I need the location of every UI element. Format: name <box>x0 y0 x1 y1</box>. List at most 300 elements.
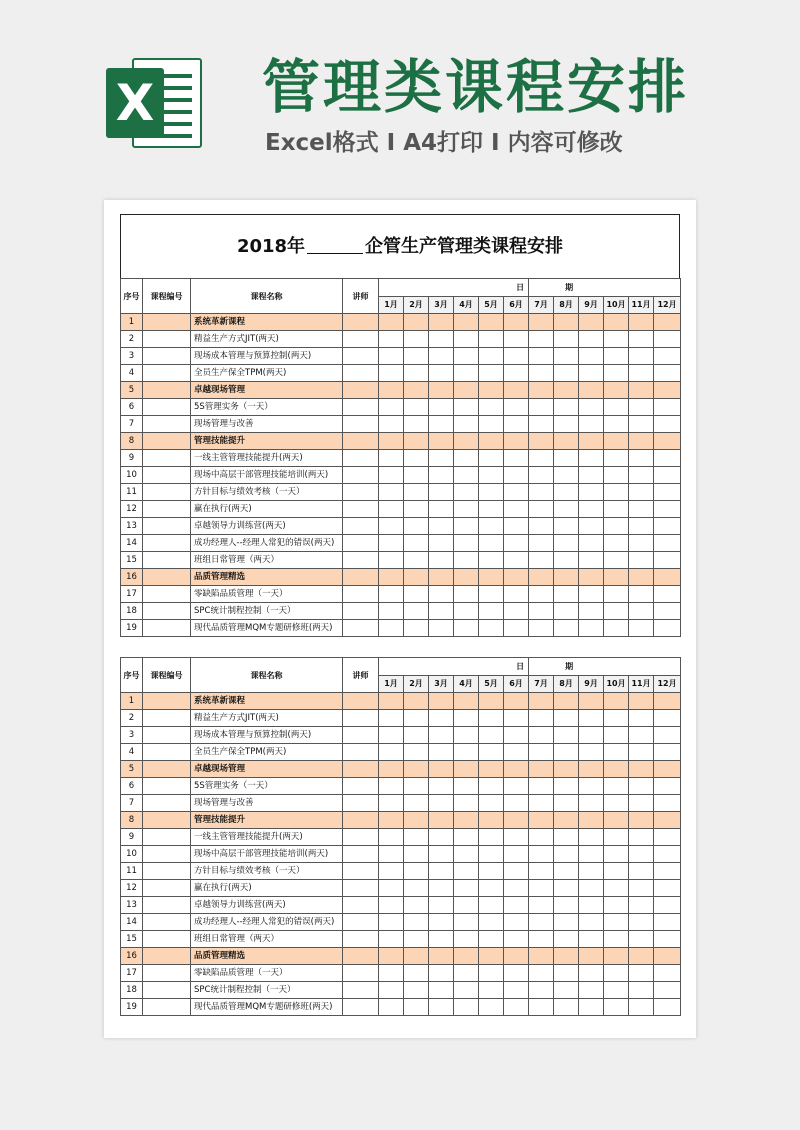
month-cell[interactable] <box>529 603 554 620</box>
teacher-cell[interactable] <box>343 931 379 948</box>
month-cell[interactable] <box>629 710 654 727</box>
month-cell[interactable] <box>379 812 404 829</box>
month-cell[interactable] <box>404 761 429 778</box>
month-cell[interactable] <box>404 348 429 365</box>
month-cell[interactable] <box>654 778 681 795</box>
month-cell[interactable] <box>379 710 404 727</box>
month-cell[interactable] <box>404 399 429 416</box>
month-cell[interactable] <box>604 382 629 399</box>
course-code-cell[interactable] <box>143 795 191 812</box>
month-cell[interactable] <box>479 778 504 795</box>
month-cell[interactable] <box>629 348 654 365</box>
month-cell[interactable] <box>504 880 529 897</box>
teacher-cell[interactable] <box>343 744 379 761</box>
month-cell[interactable] <box>504 727 529 744</box>
month-cell[interactable] <box>529 586 554 603</box>
month-cell[interactable] <box>529 620 554 637</box>
month-cell[interactable] <box>579 467 604 484</box>
month-cell[interactable] <box>429 348 454 365</box>
month-cell[interactable] <box>404 931 429 948</box>
month-cell[interactable] <box>554 965 579 982</box>
month-cell[interactable] <box>529 948 554 965</box>
month-cell[interactable] <box>454 603 479 620</box>
month-cell[interactable] <box>404 586 429 603</box>
month-cell[interactable] <box>629 518 654 535</box>
month-cell[interactable] <box>404 603 429 620</box>
month-cell[interactable] <box>629 501 654 518</box>
month-cell[interactable] <box>654 552 681 569</box>
month-cell[interactable] <box>479 795 504 812</box>
course-code-cell[interactable] <box>143 552 191 569</box>
month-cell[interactable] <box>379 778 404 795</box>
month-cell[interactable] <box>479 897 504 914</box>
month-cell[interactable] <box>429 314 454 331</box>
month-cell[interactable] <box>579 727 604 744</box>
month-cell[interactable] <box>429 416 454 433</box>
teacher-cell[interactable] <box>343 914 379 931</box>
month-cell[interactable] <box>604 982 629 999</box>
course-code-cell[interactable] <box>143 914 191 931</box>
month-cell[interactable] <box>479 812 504 829</box>
month-cell[interactable] <box>529 982 554 999</box>
month-cell[interactable] <box>479 382 504 399</box>
month-cell[interactable] <box>554 535 579 552</box>
month-cell[interactable] <box>629 433 654 450</box>
month-cell[interactable] <box>379 761 404 778</box>
month-cell[interactable] <box>504 382 529 399</box>
teacher-cell[interactable] <box>343 535 379 552</box>
month-cell[interactable] <box>654 812 681 829</box>
month-cell[interactable] <box>404 331 429 348</box>
month-cell[interactable] <box>379 744 404 761</box>
month-cell[interactable] <box>629 948 654 965</box>
month-cell[interactable] <box>629 846 654 863</box>
month-cell[interactable] <box>654 348 681 365</box>
month-cell[interactable] <box>404 846 429 863</box>
month-cell[interactable] <box>379 982 404 999</box>
month-cell[interactable] <box>454 467 479 484</box>
month-cell[interactable] <box>529 880 554 897</box>
month-cell[interactable] <box>554 569 579 586</box>
month-cell[interactable] <box>529 535 554 552</box>
teacher-cell[interactable] <box>343 399 379 416</box>
course-code-cell[interactable] <box>143 846 191 863</box>
month-cell[interactable] <box>579 880 604 897</box>
month-cell[interactable] <box>454 416 479 433</box>
teacher-cell[interactable] <box>343 863 379 880</box>
course-code-cell[interactable] <box>143 812 191 829</box>
month-cell[interactable] <box>629 863 654 880</box>
month-cell[interactable] <box>479 586 504 603</box>
course-code-cell[interactable] <box>143 365 191 382</box>
month-cell[interactable] <box>454 897 479 914</box>
month-cell[interactable] <box>404 914 429 931</box>
month-cell[interactable] <box>554 552 579 569</box>
teacher-cell[interactable] <box>343 846 379 863</box>
month-cell[interactable] <box>629 399 654 416</box>
course-code-cell[interactable] <box>143 710 191 727</box>
teacher-cell[interactable] <box>343 484 379 501</box>
month-cell[interactable] <box>629 727 654 744</box>
month-cell[interactable] <box>404 795 429 812</box>
month-cell[interactable] <box>654 484 681 501</box>
month-cell[interactable] <box>454 710 479 727</box>
month-cell[interactable] <box>604 501 629 518</box>
month-cell[interactable] <box>404 484 429 501</box>
month-cell[interactable] <box>454 620 479 637</box>
month-cell[interactable] <box>554 331 579 348</box>
month-cell[interactable] <box>429 365 454 382</box>
course-code-cell[interactable] <box>143 518 191 535</box>
month-cell[interactable] <box>504 620 529 637</box>
month-cell[interactable] <box>579 382 604 399</box>
month-cell[interactable] <box>504 450 529 467</box>
month-cell[interactable] <box>579 744 604 761</box>
month-cell[interactable] <box>579 914 604 931</box>
month-cell[interactable] <box>504 846 529 863</box>
month-cell[interactable] <box>429 693 454 710</box>
course-code-cell[interactable] <box>143 931 191 948</box>
month-cell[interactable] <box>629 331 654 348</box>
month-cell[interactable] <box>379 348 404 365</box>
month-cell[interactable] <box>404 744 429 761</box>
month-cell[interactable] <box>429 450 454 467</box>
month-cell[interactable] <box>554 365 579 382</box>
month-cell[interactable] <box>379 314 404 331</box>
month-cell[interactable] <box>554 812 579 829</box>
month-cell[interactable] <box>504 535 529 552</box>
month-cell[interactable] <box>404 382 429 399</box>
month-cell[interactable] <box>529 965 554 982</box>
month-cell[interactable] <box>554 863 579 880</box>
month-cell[interactable] <box>504 569 529 586</box>
month-cell[interactable] <box>604 829 629 846</box>
month-cell[interactable] <box>554 348 579 365</box>
month-cell[interactable] <box>554 846 579 863</box>
month-cell[interactable] <box>404 965 429 982</box>
month-cell[interactable] <box>629 829 654 846</box>
month-cell[interactable] <box>529 829 554 846</box>
teacher-cell[interactable] <box>343 501 379 518</box>
month-cell[interactable] <box>654 331 681 348</box>
course-code-cell[interactable] <box>143 382 191 399</box>
month-cell[interactable] <box>604 914 629 931</box>
month-cell[interactable] <box>654 744 681 761</box>
month-cell[interactable] <box>504 778 529 795</box>
month-cell[interactable] <box>554 501 579 518</box>
course-code-cell[interactable] <box>143 501 191 518</box>
month-cell[interactable] <box>504 710 529 727</box>
month-cell[interactable] <box>529 812 554 829</box>
month-cell[interactable] <box>429 467 454 484</box>
month-cell[interactable] <box>579 348 604 365</box>
month-cell[interactable] <box>629 382 654 399</box>
month-cell[interactable] <box>429 812 454 829</box>
month-cell[interactable] <box>604 399 629 416</box>
month-cell[interactable] <box>654 829 681 846</box>
month-cell[interactable] <box>654 501 681 518</box>
month-cell[interactable] <box>554 880 579 897</box>
month-cell[interactable] <box>629 416 654 433</box>
teacher-cell[interactable] <box>343 778 379 795</box>
month-cell[interactable] <box>404 710 429 727</box>
course-code-cell[interactable] <box>143 450 191 467</box>
month-cell[interactable] <box>579 603 604 620</box>
month-cell[interactable] <box>429 484 454 501</box>
month-cell[interactable] <box>404 812 429 829</box>
month-cell[interactable] <box>654 467 681 484</box>
month-cell[interactable] <box>654 914 681 931</box>
month-cell[interactable] <box>579 761 604 778</box>
month-cell[interactable] <box>529 433 554 450</box>
month-cell[interactable] <box>379 897 404 914</box>
month-cell[interactable] <box>529 518 554 535</box>
month-cell[interactable] <box>379 433 404 450</box>
month-cell[interactable] <box>529 727 554 744</box>
course-code-cell[interactable] <box>143 484 191 501</box>
month-cell[interactable] <box>554 518 579 535</box>
month-cell[interactable] <box>454 931 479 948</box>
month-cell[interactable] <box>604 965 629 982</box>
month-cell[interactable] <box>479 348 504 365</box>
month-cell[interactable] <box>429 846 454 863</box>
course-code-cell[interactable] <box>143 999 191 1016</box>
month-cell[interactable] <box>529 399 554 416</box>
month-cell[interactable] <box>579 795 604 812</box>
month-cell[interactable] <box>479 863 504 880</box>
month-cell[interactable] <box>379 569 404 586</box>
month-cell[interactable] <box>404 467 429 484</box>
teacher-cell[interactable] <box>343 348 379 365</box>
teacher-cell[interactable] <box>343 433 379 450</box>
month-cell[interactable] <box>379 331 404 348</box>
month-cell[interactable] <box>429 863 454 880</box>
month-cell[interactable] <box>529 484 554 501</box>
month-cell[interactable] <box>429 331 454 348</box>
month-cell[interactable] <box>504 795 529 812</box>
month-cell[interactable] <box>404 569 429 586</box>
month-cell[interactable] <box>654 382 681 399</box>
month-cell[interactable] <box>604 812 629 829</box>
month-cell[interactable] <box>429 382 454 399</box>
course-code-cell[interactable] <box>143 314 191 331</box>
month-cell[interactable] <box>429 603 454 620</box>
course-code-cell[interactable] <box>143 399 191 416</box>
course-code-cell[interactable] <box>143 880 191 897</box>
month-cell[interactable] <box>654 863 681 880</box>
month-cell[interactable] <box>554 620 579 637</box>
month-cell[interactable] <box>404 450 429 467</box>
month-cell[interactable] <box>604 880 629 897</box>
month-cell[interactable] <box>529 365 554 382</box>
month-cell[interactable] <box>529 863 554 880</box>
teacher-cell[interactable] <box>343 586 379 603</box>
month-cell[interactable] <box>529 552 554 569</box>
teacher-cell[interactable] <box>343 693 379 710</box>
month-cell[interactable] <box>579 693 604 710</box>
month-cell[interactable] <box>479 693 504 710</box>
month-cell[interactable] <box>654 518 681 535</box>
month-cell[interactable] <box>454 348 479 365</box>
month-cell[interactable] <box>479 416 504 433</box>
month-cell[interactable] <box>629 314 654 331</box>
month-cell[interactable] <box>479 365 504 382</box>
month-cell[interactable] <box>629 812 654 829</box>
month-cell[interactable] <box>579 501 604 518</box>
month-cell[interactable] <box>604 795 629 812</box>
month-cell[interactable] <box>604 450 629 467</box>
month-cell[interactable] <box>579 620 604 637</box>
month-cell[interactable] <box>529 744 554 761</box>
month-cell[interactable] <box>604 433 629 450</box>
month-cell[interactable] <box>429 761 454 778</box>
month-cell[interactable] <box>479 450 504 467</box>
teacher-cell[interactable] <box>343 603 379 620</box>
month-cell[interactable] <box>629 484 654 501</box>
month-cell[interactable] <box>404 982 429 999</box>
month-cell[interactable] <box>654 999 681 1016</box>
teacher-cell[interactable] <box>343 812 379 829</box>
month-cell[interactable] <box>604 552 629 569</box>
month-cell[interactable] <box>579 931 604 948</box>
month-cell[interactable] <box>629 897 654 914</box>
month-cell[interactable] <box>454 863 479 880</box>
month-cell[interactable] <box>454 365 479 382</box>
month-cell[interactable] <box>604 761 629 778</box>
month-cell[interactable] <box>529 382 554 399</box>
month-cell[interactable] <box>454 399 479 416</box>
course-code-cell[interactable] <box>143 693 191 710</box>
month-cell[interactable] <box>429 982 454 999</box>
month-cell[interactable] <box>579 433 604 450</box>
month-cell[interactable] <box>654 761 681 778</box>
month-cell[interactable] <box>579 965 604 982</box>
month-cell[interactable] <box>579 863 604 880</box>
course-code-cell[interactable] <box>143 603 191 620</box>
month-cell[interactable] <box>379 535 404 552</box>
month-cell[interactable] <box>454 965 479 982</box>
month-cell[interactable] <box>429 586 454 603</box>
month-cell[interactable] <box>404 863 429 880</box>
month-cell[interactable] <box>579 710 604 727</box>
month-cell[interactable] <box>579 569 604 586</box>
month-cell[interactable] <box>529 710 554 727</box>
month-cell[interactable] <box>604 931 629 948</box>
month-cell[interactable] <box>529 314 554 331</box>
month-cell[interactable] <box>504 965 529 982</box>
month-cell[interactable] <box>629 467 654 484</box>
month-cell[interactable] <box>554 982 579 999</box>
month-cell[interactable] <box>529 999 554 1016</box>
month-cell[interactable] <box>554 897 579 914</box>
month-cell[interactable] <box>554 484 579 501</box>
teacher-cell[interactable] <box>343 948 379 965</box>
month-cell[interactable] <box>504 999 529 1016</box>
month-cell[interactable] <box>479 982 504 999</box>
course-code-cell[interactable] <box>143 727 191 744</box>
month-cell[interactable] <box>429 778 454 795</box>
course-code-cell[interactable] <box>143 535 191 552</box>
month-cell[interactable] <box>454 778 479 795</box>
month-cell[interactable] <box>429 552 454 569</box>
teacher-cell[interactable] <box>343 569 379 586</box>
course-code-cell[interactable] <box>143 467 191 484</box>
document-title-blank[interactable] <box>307 235 363 254</box>
teacher-cell[interactable] <box>343 880 379 897</box>
month-cell[interactable] <box>504 314 529 331</box>
month-cell[interactable] <box>604 948 629 965</box>
month-cell[interactable] <box>554 450 579 467</box>
course-code-cell[interactable] <box>143 863 191 880</box>
month-cell[interactable] <box>529 846 554 863</box>
month-cell[interactable] <box>654 693 681 710</box>
month-cell[interactable] <box>479 569 504 586</box>
course-code-cell[interactable] <box>143 778 191 795</box>
month-cell[interactable] <box>479 914 504 931</box>
month-cell[interactable] <box>454 693 479 710</box>
month-cell[interactable] <box>654 965 681 982</box>
month-cell[interactable] <box>404 501 429 518</box>
month-cell[interactable] <box>379 863 404 880</box>
month-cell[interactable] <box>604 348 629 365</box>
month-cell[interactable] <box>629 620 654 637</box>
month-cell[interactable] <box>529 795 554 812</box>
month-cell[interactable] <box>379 399 404 416</box>
month-cell[interactable] <box>404 518 429 535</box>
month-cell[interactable] <box>504 484 529 501</box>
month-cell[interactable] <box>404 948 429 965</box>
month-cell[interactable] <box>604 744 629 761</box>
month-cell[interactable] <box>404 999 429 1016</box>
month-cell[interactable] <box>479 484 504 501</box>
month-cell[interactable] <box>379 693 404 710</box>
month-cell[interactable] <box>379 467 404 484</box>
month-cell[interactable] <box>554 999 579 1016</box>
course-code-cell[interactable] <box>143 433 191 450</box>
month-cell[interactable] <box>504 603 529 620</box>
month-cell[interactable] <box>629 603 654 620</box>
month-cell[interactable] <box>429 795 454 812</box>
month-cell[interactable] <box>504 365 529 382</box>
month-cell[interactable] <box>429 744 454 761</box>
month-cell[interactable] <box>429 535 454 552</box>
month-cell[interactable] <box>504 897 529 914</box>
month-cell[interactable] <box>529 569 554 586</box>
month-cell[interactable] <box>604 846 629 863</box>
month-cell[interactable] <box>654 982 681 999</box>
month-cell[interactable] <box>404 897 429 914</box>
course-code-cell[interactable] <box>143 586 191 603</box>
month-cell[interactable] <box>579 518 604 535</box>
month-cell[interactable] <box>479 620 504 637</box>
month-cell[interactable] <box>479 535 504 552</box>
month-cell[interactable] <box>454 727 479 744</box>
month-cell[interactable] <box>454 914 479 931</box>
month-cell[interactable] <box>579 484 604 501</box>
month-cell[interactable] <box>604 897 629 914</box>
course-code-cell[interactable] <box>143 965 191 982</box>
month-cell[interactable] <box>479 880 504 897</box>
month-cell[interactable] <box>429 897 454 914</box>
month-cell[interactable] <box>629 365 654 382</box>
month-cell[interactable] <box>379 999 404 1016</box>
month-cell[interactable] <box>429 399 454 416</box>
course-code-cell[interactable] <box>143 331 191 348</box>
month-cell[interactable] <box>654 620 681 637</box>
course-code-cell[interactable] <box>143 829 191 846</box>
month-cell[interactable] <box>504 982 529 999</box>
month-cell[interactable] <box>479 603 504 620</box>
